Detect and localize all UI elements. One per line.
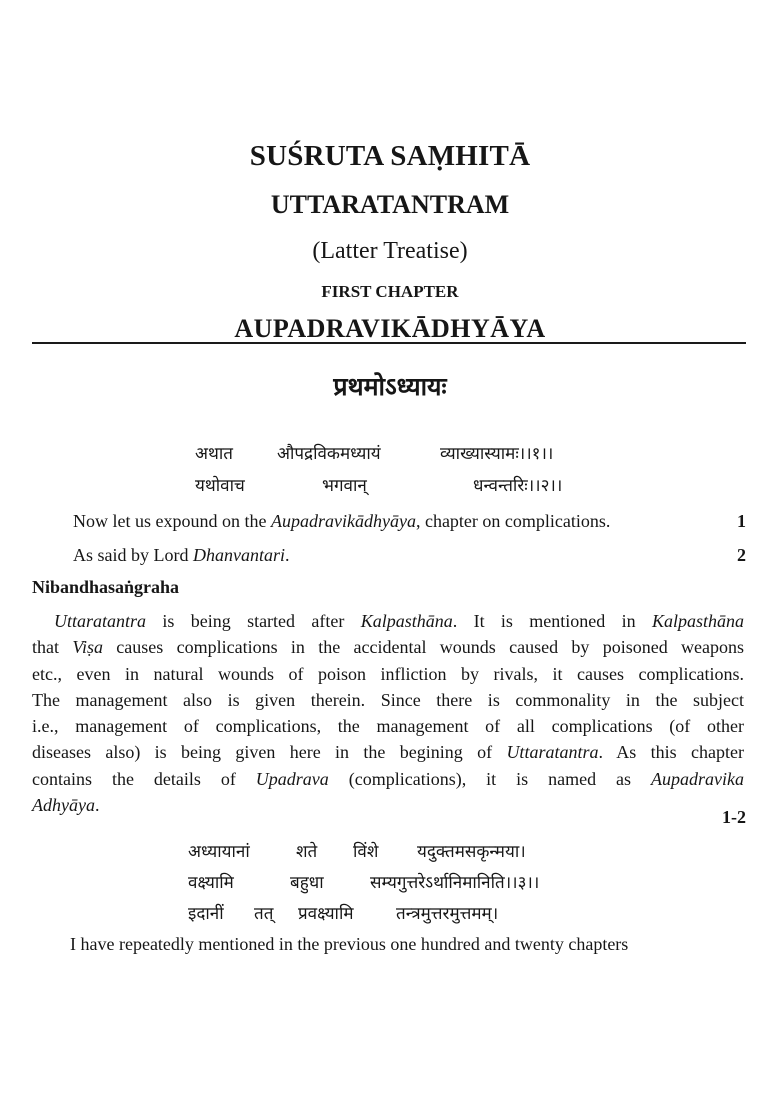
header-divider <box>32 342 746 344</box>
commentary-line: that Viṣa causes complications in the accidental wounds caused by poisoned weapons <box>32 637 744 658</box>
verse2-line3-word2: तत् <box>254 904 274 924</box>
verse2-line1-word2: शते <box>296 842 318 862</box>
verse1-line1-word1: अथात <box>195 444 233 464</box>
verse-number-2: 2 <box>737 545 746 565</box>
verse2-line2-word3: सम्यगुत्तरेऽर्थानिमानिति।।३।। <box>370 873 540 893</box>
chapter-title-sanskrit: प्रथमोऽध्यायः <box>333 372 447 401</box>
chapter-name: AUPADRAVIKĀDHYĀYA <box>234 314 546 343</box>
verse2-line1-word4: यदुक्तमसकृन्मया। <box>417 842 526 862</box>
verse1-line2-word1: यथोवाच <box>195 476 245 496</box>
commentary-paragraph <box>32 608 744 818</box>
book-title: SUŚRUTA SAṂHITĀ <box>249 140 531 172</box>
section-title: UTTARATANTRAM <box>270 190 510 219</box>
chapter-number: FIRST CHAPTER <box>321 282 459 301</box>
verse2-line3-word1: इदानीं <box>188 904 224 924</box>
section-subtitle: (Latter Treatise) <box>312 238 468 264</box>
verse1-line2-word3: धन्वन्तरिः।।२।। <box>473 476 563 496</box>
verse2-line3-word3: प्रवक्ष्यामि <box>298 904 354 924</box>
verse-number-1: 1 <box>737 511 746 531</box>
commentary-line: i.e., management of complications, the management of all complications (of other <box>32 716 744 737</box>
translation-line-3: I have repeatedly mentioned in the previous one hundred and twenty chapters <box>70 934 629 954</box>
commentary-line: contains the details of Upadrava (complications), it is named as Aupadravika <box>32 768 744 789</box>
translation-line-2: As said by Lord Dhanvantari. <box>73 545 290 565</box>
translation-line-1: Now let us expound on the Aupadravikādhyāya, chapter on complications. <box>73 511 611 531</box>
commentary-line: diseases also) is being given here in the begining of Uttaratantra. As this chapter <box>32 742 744 763</box>
verse1-line2-word2: भगवान् <box>322 476 367 496</box>
commentary-line: The management also is given therein. Since there is commonality in the subject <box>32 689 744 710</box>
commentary-heading: Nibandhasaṅgraha <box>32 577 180 597</box>
verse2-line2-word2: बहुधा <box>290 873 324 893</box>
verse1-line1-word2: औपद्रविकमध्यायं <box>277 444 381 464</box>
verse-number-1-2: 1-2 <box>722 807 746 827</box>
commentary-line: etc., even in natural wounds of poison infliction by rivals, it causes complications. <box>32 663 744 684</box>
commentary-line: Uttaratantra is being started after Kalpasthāna. It is mentioned in Kalpasthāna <box>54 611 744 631</box>
commentary-line: Adhyāya. <box>32 795 100 816</box>
verse1-line1-word3: व्याख्यास्यामः।।१।। <box>440 444 554 464</box>
verse2-line1-word3: विंशे <box>353 842 379 862</box>
verse2-line1-word1: अध्यायानां <box>188 842 250 862</box>
verse2-line2-word1: वक्ष्यामि <box>188 873 234 893</box>
verse2-line3-word4: तन्त्रमुत्तरमुत्तमम्। <box>396 904 499 924</box>
